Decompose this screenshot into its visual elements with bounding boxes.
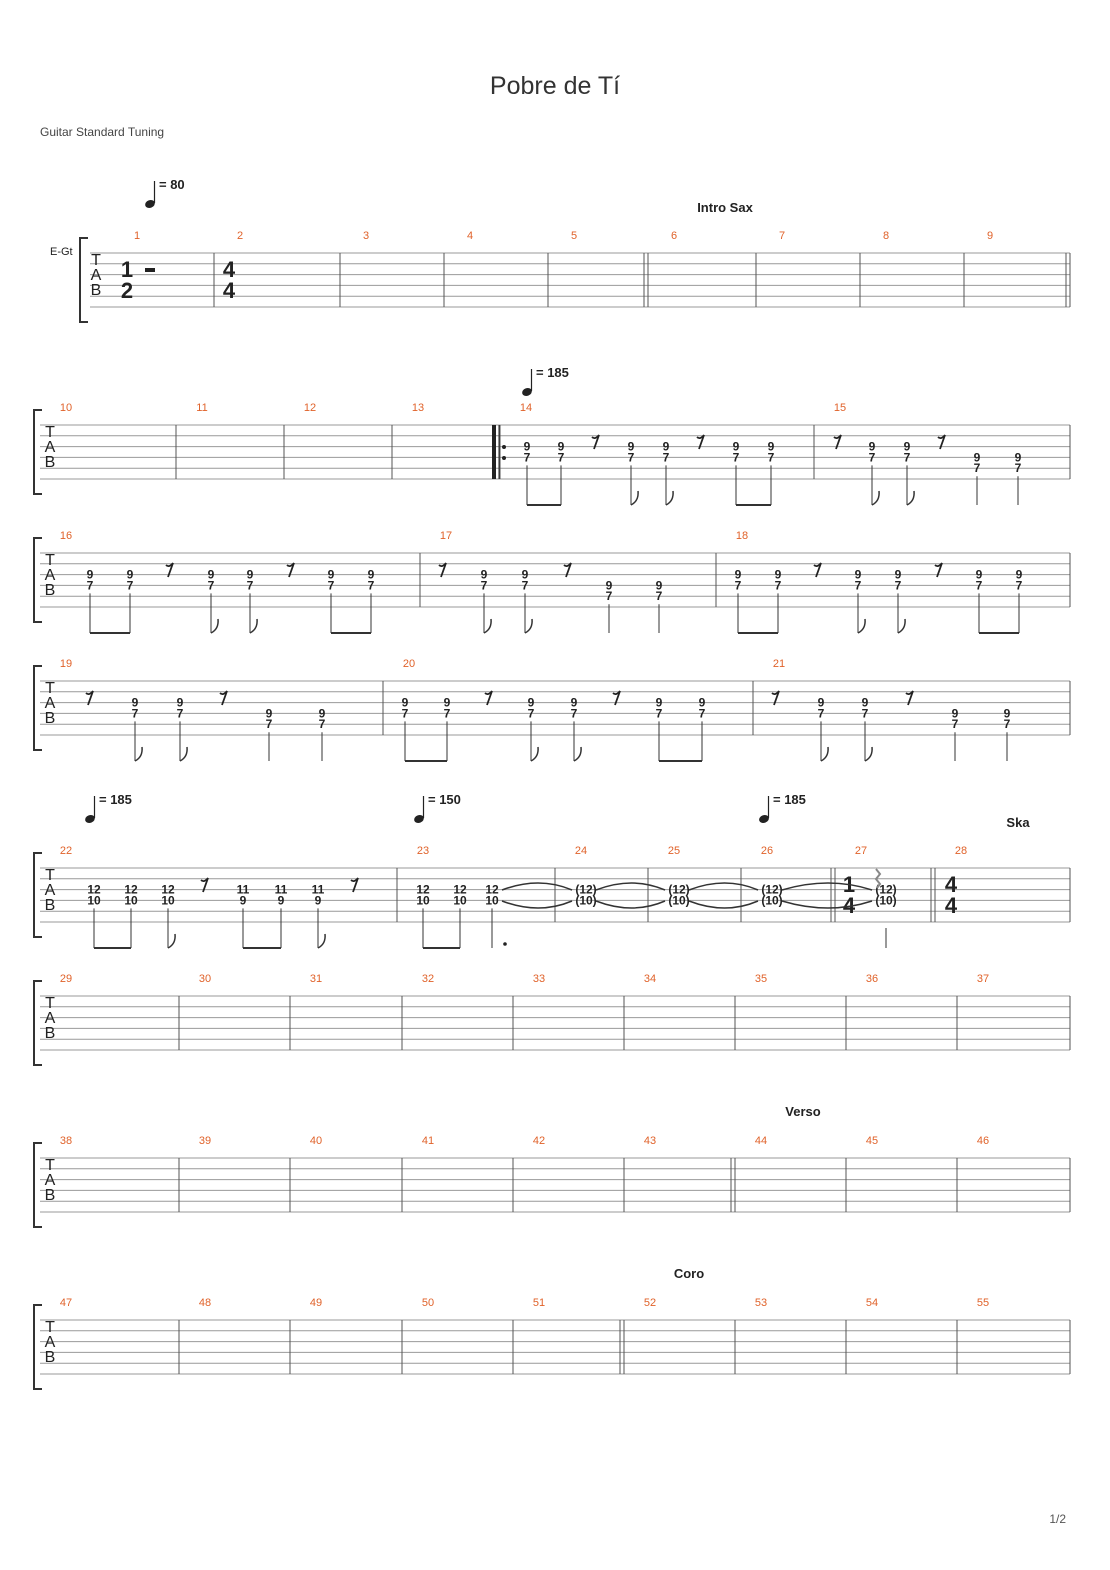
tab-fret-number: 7 [662, 450, 670, 465]
repeat-dot [502, 456, 506, 460]
tie-arc [689, 901, 758, 908]
tab-fret-number: 9 [126, 567, 134, 582]
tab-fret-number: 7 [265, 717, 273, 732]
tab-fret-number: 7 [523, 450, 531, 465]
tab-fret-number: 7 [655, 589, 663, 604]
repeat-dot [502, 445, 506, 449]
note-flag [898, 619, 905, 633]
tab-clef-letter: A [44, 567, 56, 584]
tab-fret-number: 9 [655, 578, 663, 593]
bar-number: 42 [532, 1135, 546, 1147]
instrument-label: E-Gt [50, 246, 73, 258]
time-signature-top: 1 [120, 257, 134, 282]
tab-fret-number: 7 [401, 706, 409, 721]
bar-number: 8 [882, 230, 890, 242]
bar-number: 43 [643, 1135, 657, 1147]
tab-fret-number: 7 [605, 589, 613, 604]
tempo-mark: = 185 [99, 792, 132, 807]
tab-fret-number: 9 [318, 706, 326, 721]
bar-number: 10 [59, 402, 73, 414]
tab-fret-number: 7 [1015, 578, 1023, 593]
bar-number: 38 [59, 1135, 73, 1147]
bar-number: 45 [865, 1135, 879, 1147]
tab-fret-number: 7 [774, 578, 782, 593]
note-flag [666, 491, 673, 505]
tab-fret-number: 7 [817, 706, 825, 721]
note-flag [318, 934, 325, 948]
bar-number: 29 [59, 973, 73, 985]
tab-fret-number: 10 [485, 893, 499, 908]
tab-fret-number: 9 [655, 695, 663, 710]
tab-fret-number: 9 [265, 706, 273, 721]
time-signature-top: 4 [944, 872, 958, 897]
tie-arc [782, 883, 872, 890]
tab-fret-number: 7 [1014, 461, 1022, 476]
tab-clef-letter: T [45, 1157, 55, 1174]
tempo-mark: = 185 [536, 365, 569, 380]
note-flag [631, 491, 638, 505]
tab-fret-number: 12 [161, 882, 175, 897]
system-bracket [34, 1305, 42, 1389]
bar-number: 36 [865, 973, 879, 985]
tab-fret-number: 10 [161, 893, 175, 908]
system-bracket [80, 238, 88, 322]
tab-fret-number: 12 [87, 882, 101, 897]
tab-fret-number: 9 [176, 695, 184, 710]
tied-fret-number: (12) [761, 882, 783, 897]
tab-fret-number: 12 [453, 882, 467, 897]
tab-clef-letter: A [44, 439, 56, 456]
note-flag [211, 619, 218, 633]
bar-number: 49 [309, 1297, 323, 1309]
tab-clef-letter: B [44, 1349, 56, 1366]
tab-fret-number: 9 [557, 439, 565, 454]
time-signature-bottom: 2 [120, 278, 134, 303]
tab-fret-number: 12 [416, 882, 430, 897]
tab-fret-number: 7 [698, 706, 706, 721]
bar-number: 26 [760, 845, 774, 857]
tab-clef-letter: B [90, 282, 102, 299]
bar-number: 24 [574, 845, 588, 857]
note-flag [574, 747, 581, 761]
tab-fret-number: 9 [662, 439, 670, 454]
bar-number: 22 [59, 845, 73, 857]
tab-fret-number: 9 [480, 567, 488, 582]
tied-fret-number: (10) [668, 893, 690, 908]
tie-arc [502, 883, 572, 890]
tab-fret-number: 7 [521, 578, 529, 593]
tab-clef-letter: B [44, 582, 56, 599]
bar-number: 30 [198, 973, 212, 985]
system-bracket [34, 981, 42, 1065]
tab-fret-number: 9 [523, 439, 531, 454]
tab-fret-number: 9 [570, 695, 578, 710]
note-flag [907, 491, 914, 505]
tab-fret-number: 7 [570, 706, 578, 721]
tab-fret-number: 7 [480, 578, 488, 593]
bar-number: 14 [519, 402, 533, 414]
tab-fret-number: 9 [973, 450, 981, 465]
note-flag [872, 491, 879, 505]
bar-number: 47 [59, 1297, 73, 1309]
bar-number: 48 [198, 1297, 212, 1309]
bar-number: 52 [643, 1297, 657, 1309]
tab-fret-number: 9 [854, 567, 862, 582]
tab-clef-letter: A [44, 1172, 56, 1189]
tab-clef-letter: A [44, 695, 56, 712]
bar-number: 23 [416, 845, 430, 857]
tab-clef-letter: B [44, 454, 56, 471]
system-bracket [34, 538, 42, 622]
note-flag [821, 747, 828, 761]
bar-number: 31 [309, 973, 323, 985]
bar-number: 44 [754, 1135, 768, 1147]
tab-fret-number: 9 [698, 695, 706, 710]
tab-fret-number: 9 [605, 578, 613, 593]
tab-fret-number: 7 [861, 706, 869, 721]
tab-fret-number: 10 [453, 893, 467, 908]
page-number: 1/2 [1049, 1512, 1066, 1526]
tab-clef-letter: B [44, 897, 56, 914]
tab-fret-number: 9 [1003, 706, 1011, 721]
half-rest [145, 268, 155, 272]
bar-number: 2 [236, 230, 244, 242]
tab-fret-number: 10 [124, 893, 138, 908]
tab-fret-number: 9 [767, 439, 775, 454]
tab-fret-number: 9 [861, 695, 869, 710]
tempo-mark: = 150 [428, 792, 461, 807]
tied-fret-number: (12) [668, 882, 690, 897]
bar-number: 5 [570, 230, 578, 242]
tab-fret-number: 7 [86, 578, 94, 593]
tab-fret-number: 9 [327, 567, 335, 582]
tuning-label: Guitar Standard Tuning [40, 125, 165, 139]
tab-fret-number: 7 [367, 578, 375, 593]
bar-number: 34 [643, 973, 657, 985]
tab-clef-letter: T [91, 252, 101, 269]
tab-fret-number: 9 [734, 567, 742, 582]
tab-fret-number: 7 [951, 717, 959, 732]
bar-number: 17 [439, 530, 453, 542]
tab-fret-number: 9 [868, 439, 876, 454]
tab-fret-number: 9 [131, 695, 139, 710]
tempo-mark: = 185 [773, 792, 806, 807]
tab-clef-letter: A [44, 882, 56, 899]
section-label: Intro Sax [697, 200, 753, 215]
time-signature-top: 4 [222, 257, 236, 282]
tab-fret-number: 9 [367, 567, 375, 582]
note-flag [135, 747, 142, 761]
tab-clef-letter: T [45, 424, 55, 441]
bar-number: 19 [59, 658, 73, 670]
note-flag [180, 747, 187, 761]
system-bracket [34, 666, 42, 750]
note-flag [858, 619, 865, 633]
tab-fret-number: 10 [87, 893, 101, 908]
bar-number: 28 [954, 845, 968, 857]
tab-fret-number: 9 [817, 695, 825, 710]
tab-fret-number: 10 [416, 893, 430, 908]
tab-clef-letter: B [44, 710, 56, 727]
tied-fret-number: (12) [575, 882, 597, 897]
note-flag [531, 747, 538, 761]
bar-number: 16 [59, 530, 73, 542]
bar-number: 20 [402, 658, 416, 670]
tab-fret-number: 7 [327, 578, 335, 593]
tab-fret-number: 7 [627, 450, 635, 465]
section-label: Verso [785, 1104, 821, 1119]
note-flag [168, 934, 175, 948]
bar-number: 39 [198, 1135, 212, 1147]
tab-clef-letter: T [45, 552, 55, 569]
tab-fret-number: 7 [1003, 717, 1011, 732]
tab-fret-number: 9 [207, 567, 215, 582]
tab-fret-number: 7 [655, 706, 663, 721]
tab-fret-number: 9 [774, 567, 782, 582]
tab-fret-number: 9 [277, 893, 285, 908]
tab-fret-number: 7 [207, 578, 215, 593]
tab-fret-number: 7 [903, 450, 911, 465]
tie-arc [502, 901, 572, 908]
tied-fret-number: (10) [875, 893, 897, 908]
bar-number: 11 [196, 402, 208, 414]
tab-fret-number: 7 [557, 450, 565, 465]
tab-fret-number: 11 [311, 882, 325, 897]
bar-number: 21 [772, 658, 786, 670]
bar-number: 54 [865, 1297, 879, 1309]
bar-number: 37 [976, 973, 990, 985]
note-flag [865, 747, 872, 761]
bar-number: 51 [532, 1297, 546, 1309]
tab-fret-number: 9 [401, 695, 409, 710]
bar-number: 3 [362, 230, 370, 242]
system-bracket [34, 1143, 42, 1227]
bar-number: 32 [421, 973, 435, 985]
score-title: Pobre de Tí [489, 72, 621, 100]
tab-fret-number: 9 [894, 567, 902, 582]
note-flag [484, 619, 491, 633]
tab-fret-number: 7 [868, 450, 876, 465]
tab-fret-number: 7 [767, 450, 775, 465]
tab-fret-number: 11 [236, 882, 250, 897]
bar-number: 50 [421, 1297, 435, 1309]
bar-number: 25 [667, 845, 681, 857]
tab-fret-number: 9 [443, 695, 451, 710]
tab-clef-letter: T [45, 1319, 55, 1336]
time-signature-top: 1 [842, 872, 856, 897]
bar-number: 55 [976, 1297, 990, 1309]
tab-fret-number: 9 [246, 567, 254, 582]
bar-number: 27 [854, 845, 868, 857]
tab-fret-number: 9 [627, 439, 635, 454]
tab-clef-letter: B [44, 1187, 56, 1204]
tab-fret-number: 9 [521, 567, 529, 582]
tied-fret-number: (10) [575, 893, 597, 908]
tab-fret-number: 12 [485, 882, 499, 897]
tab-fret-number: 7 [176, 706, 184, 721]
tab-fret-number: 9 [239, 893, 247, 908]
note-flag [250, 619, 257, 633]
bar-number: 6 [670, 230, 678, 242]
tab-fret-number: 9 [86, 567, 94, 582]
tab-fret-number: 9 [527, 695, 535, 710]
tab-fret-number: 9 [1014, 450, 1022, 465]
tab-fret-number: 7 [734, 578, 742, 593]
tied-fret-number: (12) [875, 882, 897, 897]
tab-clef-letter: A [90, 267, 102, 284]
bar-number: 4 [466, 230, 474, 242]
tab-fret-number: 7 [973, 461, 981, 476]
bar-number: 9 [986, 230, 994, 242]
section-label: Coro [673, 1266, 705, 1281]
tab-fret-number: 7 [126, 578, 134, 593]
tie-arc [596, 883, 665, 890]
tab-fret-number: 7 [854, 578, 862, 593]
system-bracket [34, 853, 42, 937]
tab-fret-number: 11 [274, 882, 288, 897]
tab-fret-number: 7 [894, 578, 902, 593]
tab-fret-number: 7 [246, 578, 254, 593]
tab-fret-number: 12 [124, 882, 138, 897]
tab-fret-number: 7 [527, 706, 535, 721]
bar-number: 15 [833, 402, 847, 414]
system-bracket [34, 410, 42, 494]
tie-arc [596, 901, 665, 908]
tab-fret-number: 7 [443, 706, 451, 721]
tab-fret-number: 7 [732, 450, 740, 465]
bar-number: 7 [778, 230, 786, 242]
tab-fret-number: 9 [951, 706, 959, 721]
bar-number: 1 [133, 230, 141, 242]
tab-fret-number: 9 [975, 567, 983, 582]
tab-clef-letter: B [44, 1025, 56, 1042]
tab-fret-number: 7 [975, 578, 983, 593]
note-flag [525, 619, 532, 633]
tab-fret-number: 7 [131, 706, 139, 721]
tie-arc [689, 883, 758, 890]
time-signature-bottom: 4 [944, 893, 958, 918]
tab-fret-number: 9 [314, 893, 322, 908]
tab-clef-letter: T [45, 995, 55, 1012]
bar-number: 40 [309, 1135, 323, 1147]
bar-number: 35 [754, 973, 768, 985]
section-label: Ska [1006, 815, 1030, 830]
tab-clef-letter: A [44, 1334, 56, 1351]
time-signature-bottom: 4 [842, 893, 856, 918]
tab-fret-number: 9 [732, 439, 740, 454]
bar-number: 46 [976, 1135, 990, 1147]
tab-clef-letter: T [45, 680, 55, 697]
bar-number: 33 [532, 973, 546, 985]
bar-number: 18 [735, 530, 749, 542]
dotted-note-dot [503, 942, 507, 946]
tab-clef-letter: T [45, 867, 55, 884]
tempo-mark: = 80 [159, 177, 185, 192]
bar-number: 12 [303, 402, 317, 414]
bar-number: 13 [411, 402, 425, 414]
bar-number: 41 [421, 1135, 435, 1147]
time-signature-bottom: 4 [222, 278, 236, 303]
tab-fret-number: 9 [1015, 567, 1023, 582]
tab-clef-letter: A [44, 1010, 56, 1027]
tied-fret-number: (10) [761, 893, 783, 908]
bar-number: 53 [754, 1297, 768, 1309]
tab-fret-number: 9 [903, 439, 911, 454]
tab-fret-number: 7 [318, 717, 326, 732]
tie-arc [782, 901, 872, 908]
